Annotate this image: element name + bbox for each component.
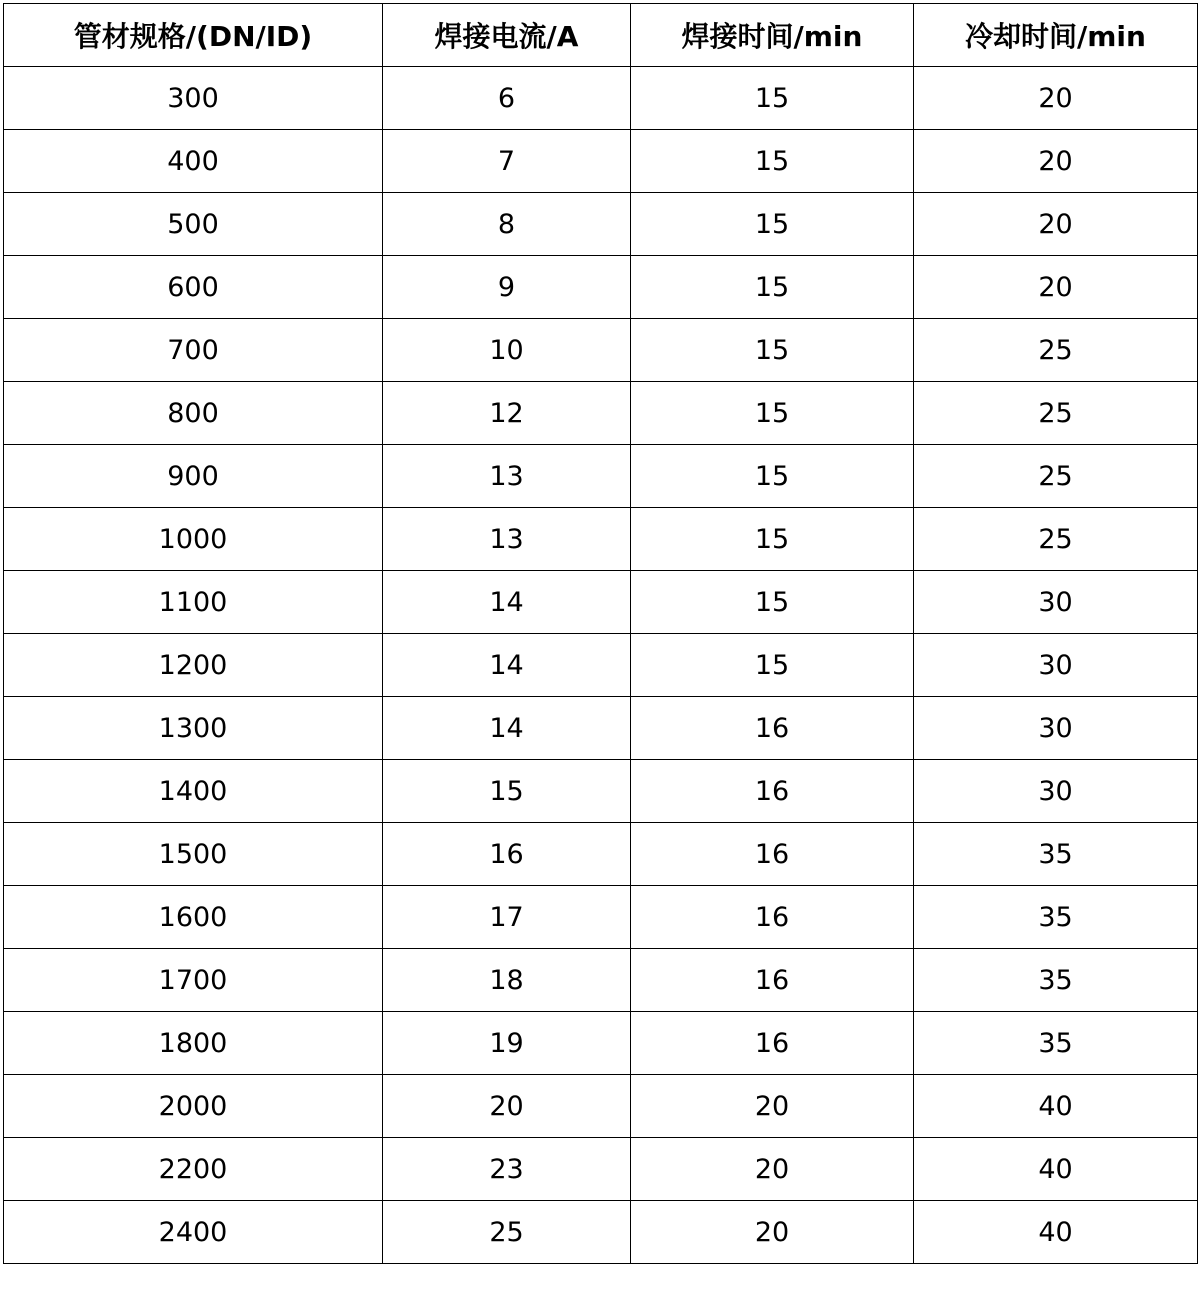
- cell-pipe-spec: 2000: [4, 1075, 383, 1138]
- cell-welding-time: 16: [631, 949, 914, 1012]
- cell-welding-current: 8: [383, 193, 631, 256]
- cell-welding-current: 15: [383, 760, 631, 823]
- cell-welding-time: 15: [631, 319, 914, 382]
- cell-cooling-time: 40: [914, 1138, 1198, 1201]
- cell-pipe-spec: 1200: [4, 634, 383, 697]
- table-row: [4, 634, 1198, 697]
- cell-welding-time: 15: [631, 571, 914, 634]
- cell-welding-current: 12: [383, 382, 631, 445]
- cell-welding-current: 25: [383, 1201, 631, 1264]
- cell-cooling-time: 35: [914, 1012, 1198, 1075]
- cell-welding-time: 15: [631, 130, 914, 193]
- cell-pipe-spec: 1500: [4, 823, 383, 886]
- cell-pipe-spec: 400: [4, 130, 383, 193]
- cell-pipe-spec: 700: [4, 319, 383, 382]
- cell-cooling-time: 20: [914, 256, 1198, 319]
- cell-welding-current: 10: [383, 319, 631, 382]
- cell-cooling-time: 25: [914, 508, 1198, 571]
- cell-cooling-time: 40: [914, 1201, 1198, 1264]
- cell-welding-time: 15: [631, 256, 914, 319]
- table-body: [4, 67, 1198, 1264]
- table-row: [4, 508, 1198, 571]
- table-row: [4, 319, 1198, 382]
- table-row: [4, 1012, 1198, 1075]
- cell-cooling-time: 35: [914, 886, 1198, 949]
- cell-pipe-spec: 1800: [4, 1012, 383, 1075]
- table-row: [4, 1201, 1198, 1264]
- cell-welding-current: 13: [383, 445, 631, 508]
- cell-welding-current: 19: [383, 1012, 631, 1075]
- table-header: [4, 4, 1198, 67]
- header-pipe-spec: 管材规格/(DN/ID): [4, 4, 383, 67]
- table-row: [4, 445, 1198, 508]
- cell-pipe-spec: 1700: [4, 949, 383, 1012]
- welding-parameters-table: [3, 3, 1198, 1264]
- cell-welding-current: 9: [383, 256, 631, 319]
- cell-cooling-time: 30: [914, 697, 1198, 760]
- cell-cooling-time: 30: [914, 571, 1198, 634]
- table-row: [4, 1075, 1198, 1138]
- cell-cooling-time: 35: [914, 823, 1198, 886]
- cell-welding-current: 14: [383, 571, 631, 634]
- cell-cooling-time: 40: [914, 1075, 1198, 1138]
- table-row: [4, 256, 1198, 319]
- cell-cooling-time: 35: [914, 949, 1198, 1012]
- table-row: [4, 823, 1198, 886]
- header-welding-current: 焊接电流/A: [383, 4, 631, 67]
- cell-pipe-spec: 1100: [4, 571, 383, 634]
- cell-cooling-time: 20: [914, 130, 1198, 193]
- cell-welding-current: 7: [383, 130, 631, 193]
- cell-welding-current: 23: [383, 1138, 631, 1201]
- cell-welding-time: 20: [631, 1138, 914, 1201]
- table-row: [4, 697, 1198, 760]
- cell-cooling-time: 20: [914, 67, 1198, 130]
- cell-welding-time: 15: [631, 67, 914, 130]
- cell-cooling-time: 30: [914, 760, 1198, 823]
- cell-pipe-spec: 1000: [4, 508, 383, 571]
- cell-welding-current: 20: [383, 1075, 631, 1138]
- cell-welding-time: 16: [631, 886, 914, 949]
- cell-welding-time: 16: [631, 697, 914, 760]
- cell-cooling-time: 25: [914, 319, 1198, 382]
- cell-welding-time: 15: [631, 445, 914, 508]
- cell-welding-time: 15: [631, 382, 914, 445]
- cell-pipe-spec: 2200: [4, 1138, 383, 1201]
- cell-welding-time: 20: [631, 1075, 914, 1138]
- cell-pipe-spec: 2400: [4, 1201, 383, 1264]
- cell-welding-current: 14: [383, 697, 631, 760]
- table-row: [4, 760, 1198, 823]
- cell-welding-current: 6: [383, 67, 631, 130]
- cell-pipe-spec: 900: [4, 445, 383, 508]
- cell-pipe-spec: 300: [4, 67, 383, 130]
- cell-cooling-time: 25: [914, 382, 1198, 445]
- table-row: [4, 130, 1198, 193]
- cell-welding-time: 16: [631, 760, 914, 823]
- cell-pipe-spec: 500: [4, 193, 383, 256]
- cell-welding-current: 17: [383, 886, 631, 949]
- cell-welding-current: 13: [383, 508, 631, 571]
- cell-cooling-time: 20: [914, 193, 1198, 256]
- cell-pipe-spec: 1400: [4, 760, 383, 823]
- cell-pipe-spec: 1300: [4, 697, 383, 760]
- table-row: [4, 193, 1198, 256]
- cell-pipe-spec: 800: [4, 382, 383, 445]
- table-row: [4, 67, 1198, 130]
- cell-pipe-spec: 600: [4, 256, 383, 319]
- cell-cooling-time: 30: [914, 634, 1198, 697]
- table-row: [4, 571, 1198, 634]
- cell-welding-time: 15: [631, 193, 914, 256]
- cell-welding-time: 15: [631, 634, 914, 697]
- header-row: [4, 4, 1198, 67]
- cell-welding-time: 16: [631, 1012, 914, 1075]
- cell-pipe-spec: 1600: [4, 886, 383, 949]
- table-row: [4, 1138, 1198, 1201]
- cell-welding-current: 16: [383, 823, 631, 886]
- cell-welding-time: 20: [631, 1201, 914, 1264]
- header-cooling-time: 冷却时间/min: [914, 4, 1198, 67]
- cell-cooling-time: 25: [914, 445, 1198, 508]
- table-row: [4, 382, 1198, 445]
- table-row: [4, 949, 1198, 1012]
- cell-welding-time: 16: [631, 823, 914, 886]
- cell-welding-time: 15: [631, 508, 914, 571]
- cell-welding-current: 18: [383, 949, 631, 1012]
- cell-welding-current: 14: [383, 634, 631, 697]
- table-row: [4, 886, 1198, 949]
- header-welding-time: 焊接时间/min: [631, 4, 914, 67]
